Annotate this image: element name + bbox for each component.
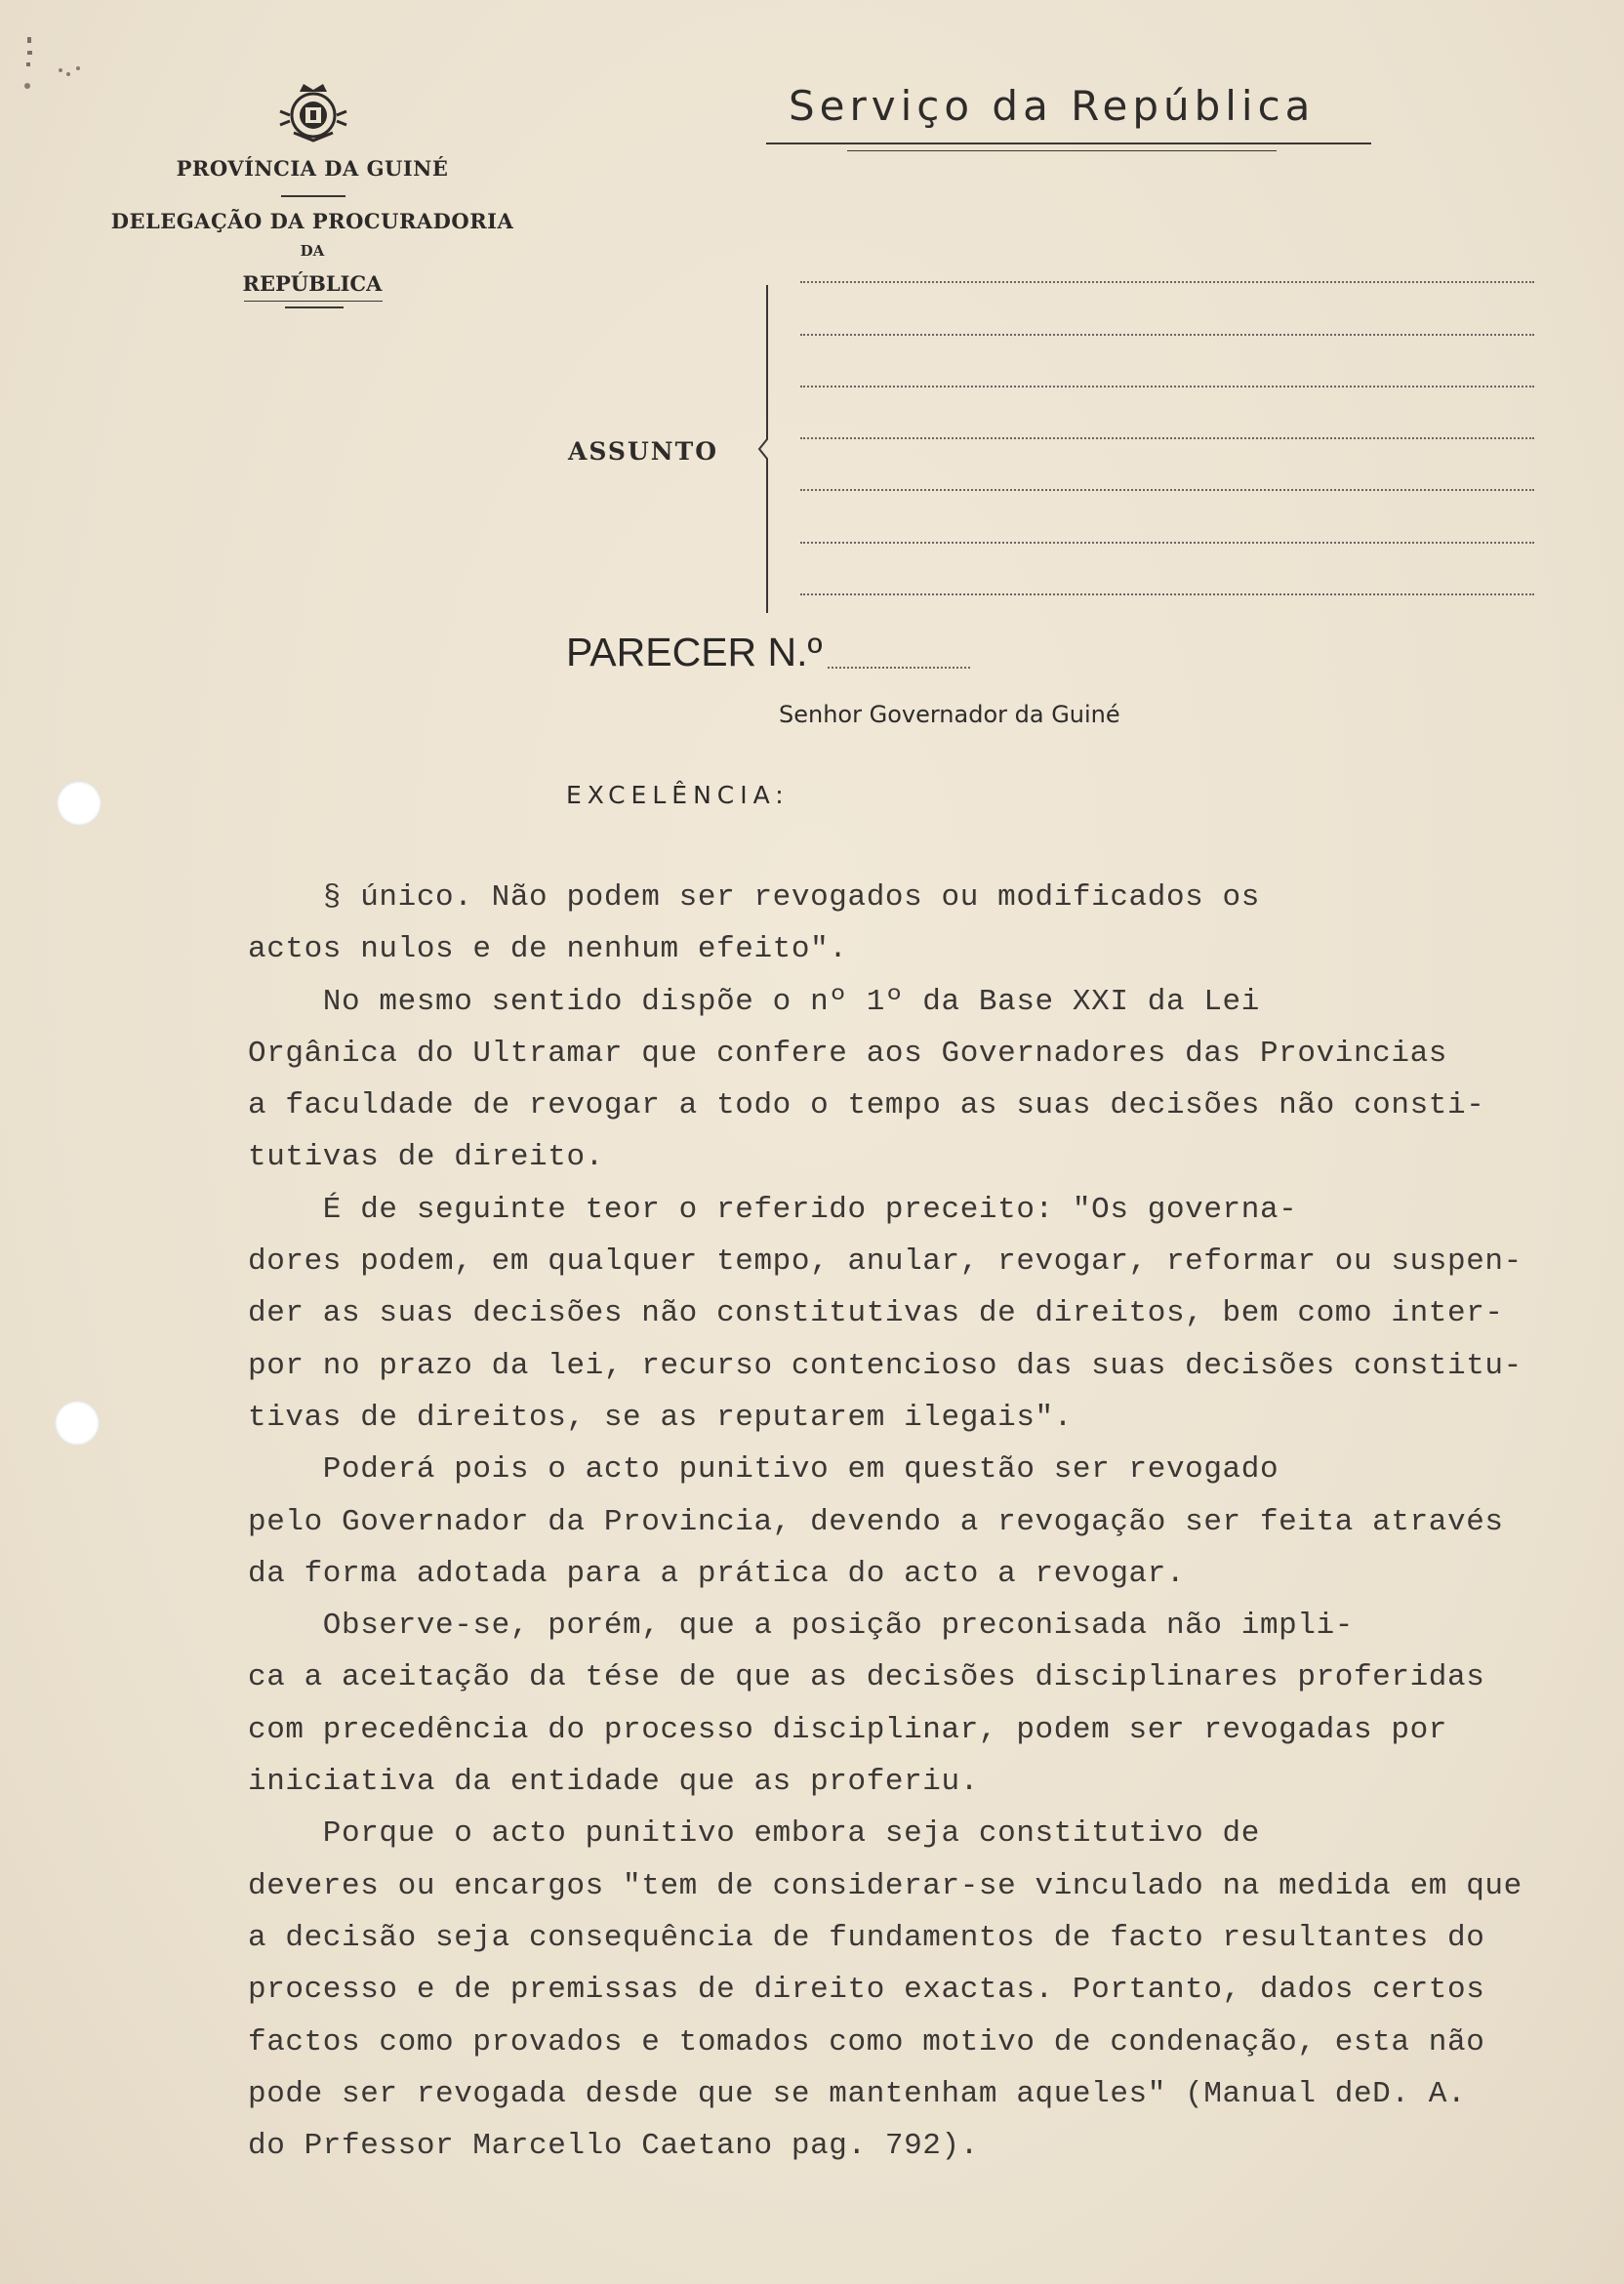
body-line: factos como provados e tomados como motivo de condenação, esta não: [248, 2024, 1485, 2060]
body-line: Porque o acto punitivo embora seja constitutivo de: [248, 1816, 1260, 1852]
corner-marks: [18, 18, 96, 105]
assunto-brace: [751, 283, 781, 615]
body-line: por no prazo da lei, recurso contencioso das suas decisões constitu-: [248, 1348, 1522, 1383]
body-text: [248, 872, 1575, 2172]
delegation-da: DA: [300, 242, 325, 260]
body-line: No mesmo sentido dispõe o nº 1º da Base XXI da Lei: [248, 984, 1260, 1019]
body-line: do Prfessor Marcello Caetano pag. 792).: [248, 2129, 979, 2164]
servico-underline-thin: [847, 150, 1277, 151]
body-line: Observe-se, porém, que a posição preconisada não impli-: [248, 1609, 1354, 1644]
assunto-label: ASSUNTO: [568, 437, 718, 466]
delegation-title: DELEGAÇÃO DA PROCURADORIA: [110, 209, 514, 233]
body-line: der as suas decisões não constitutivas de direitos, bem como inter-: [248, 1296, 1504, 1331]
parecer-number-line: [828, 667, 970, 669]
body-line: dores podem, em qualquer tempo, anular, revogar, reformar ou suspen-: [248, 1244, 1522, 1280]
body-line: tivas de direitos, se as reputarem ilegais".: [248, 1400, 1073, 1435]
coat-of-arms-icon: [276, 82, 350, 143]
delegation-republica: REPÚBLICA: [242, 271, 383, 296]
header-underline: [244, 301, 383, 302]
body-line: deveres ou encargos "tem de considerar-se vinculado na medida em que: [248, 1868, 1522, 1903]
body-line: É de seguinte teor o referido preceito: "Os governa-: [248, 1192, 1298, 1227]
body-line: processo e de premissas de direito exactas. Portanto, dados certos: [248, 1973, 1485, 2008]
assunto-line: [800, 334, 1534, 336]
body-line: pode ser revogada desde que se mantenham aqueles" (Manual deD. A.: [248, 2076, 1467, 2111]
province-title: PROVÍNCIA DA GUINÉ: [176, 156, 449, 181]
body-line: ca a aceitação da tése de que as decisões disciplinares proferidas: [248, 1660, 1485, 1695]
body-line: com precedência do processo disciplinar, podem ser revogadas por: [248, 1712, 1447, 1747]
body-line: tutivas de direito.: [248, 1140, 604, 1175]
header-underline-short: [285, 306, 344, 308]
body-line: actos nulos e de nenhum efeito".: [248, 932, 848, 967]
body-line: a decisão seja consequência de fundamentos de facto resultantes do: [248, 1920, 1485, 1955]
punch-hole: [57, 781, 102, 826]
assunto-line: [800, 281, 1534, 283]
assunto-line: [800, 593, 1534, 595]
body-line: pelo Governador da Provincia, devendo a revogação ser feita através: [248, 1504, 1504, 1539]
servico-title: Serviço da República: [789, 82, 1316, 130]
body-line: Poderá pois o acto punitivo em questão ser revogado: [248, 1452, 1279, 1488]
parecer-label: PARECER N.º: [566, 630, 823, 674]
body-line: da forma adotada para a prática do acto a revogar.: [248, 1556, 1186, 1591]
assunto-line: [800, 386, 1534, 387]
body-line: Orgânica do Ultramar que confere aos Governadores das Provincias: [248, 1036, 1447, 1071]
body-line: a faculdade de revogar a todo o tempo as suas decisões não consti-: [248, 1088, 1485, 1123]
assunto-line: [800, 437, 1534, 439]
header-divider: [281, 195, 345, 197]
addressee: Senhor Governador da Guiné: [779, 701, 1120, 728]
body-line: iniciativa da entidade que as proferiu.: [248, 1765, 979, 1800]
body-line: § único. Não podem ser revogados ou modificados os: [248, 880, 1260, 915]
servico-underline: [766, 143, 1371, 144]
assunto-line: [800, 489, 1534, 491]
salutation: EXCELÊNCIA:: [566, 781, 790, 809]
assunto-line: [800, 542, 1534, 544]
punch-hole: [55, 1401, 100, 1446]
